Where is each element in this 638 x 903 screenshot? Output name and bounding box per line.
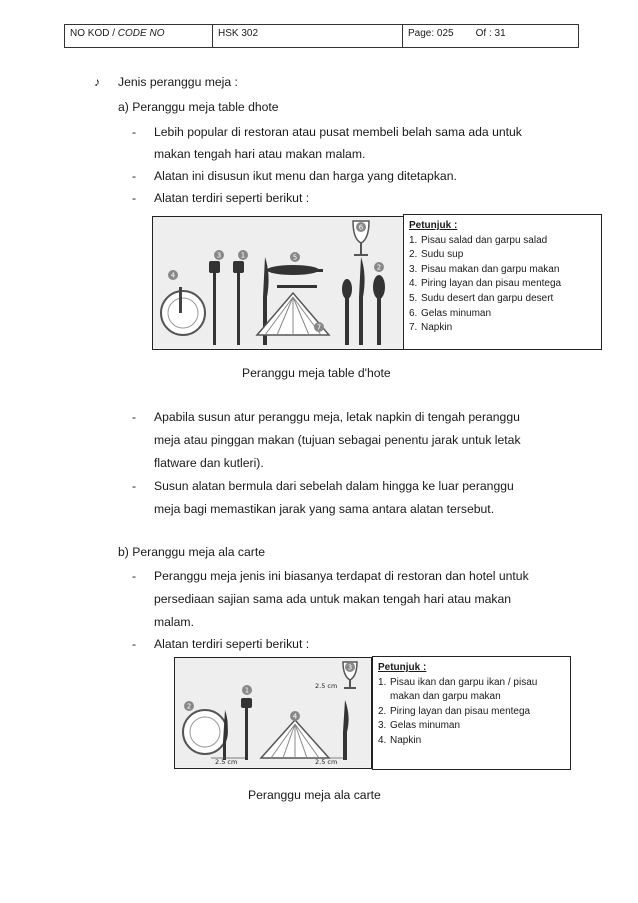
course-code-cell: HSK 302 <box>213 25 403 47</box>
part-b-bullet-1-line-1: Peranggu meja jenis ini biasanya terdapat di restoran dan hotel untuk <box>154 569 529 583</box>
legend-b-item-continuation: makan dan garpu makan <box>390 691 501 703</box>
part-a-after-1-line-3: flatware dan kutleri). <box>154 456 264 470</box>
badge-number-6: 6 <box>358 223 364 232</box>
page-label: Page: 025 <box>408 28 454 39</box>
badge-number-5: 5 <box>292 253 298 262</box>
code-label-en: CODE NO <box>117 28 165 39</box>
legend-a-item: 2. Sudu sup <box>409 249 464 261</box>
figure-b-caption: Peranggu meja ala carte <box>248 788 381 802</box>
dimension-label-right: 2.5 cm <box>315 758 338 766</box>
figure-a-caption: Peranggu meja table d'hote <box>242 366 391 380</box>
legend-b <box>372 656 571 770</box>
bullet-dash: - <box>132 410 137 424</box>
bullet-dash: - <box>132 191 137 205</box>
code-label: NO KOD <box>70 28 110 39</box>
dimension-label-left: 2.5 cm <box>215 758 238 766</box>
part-b-heading: b) Peranggu meja ala carte <box>118 545 266 559</box>
legend-b-item: 2. Piring layan dan pisau mentega <box>378 705 531 717</box>
bullet-dash: - <box>132 637 137 651</box>
bullet-dash: - <box>132 479 137 493</box>
document-header <box>64 24 579 48</box>
dimension-label-top: 2.5 cm <box>315 682 338 690</box>
bullet-dash: - <box>132 169 137 183</box>
legend-a-item: 7. Napkin <box>409 322 453 334</box>
badge-number-2: 2 <box>186 702 192 711</box>
badge-number-4: 4 <box>292 712 298 721</box>
legend-b-item: 4. Napkin <box>378 734 422 746</box>
badge-number-2: 2 <box>376 263 382 272</box>
ala-carte-illustration <box>175 658 370 767</box>
badge-number-7: 7 <box>316 323 322 332</box>
legend-a-item: 3. Pisau makan dan garpu makan <box>409 263 560 275</box>
legend-a-item: 4. Piring layan dan pisau mentega <box>409 278 562 290</box>
badge-number-3: 3 <box>347 663 353 672</box>
part-a-after-2-line-2: meja bagi memastikan jarak yang sama antara alatan tersebut. <box>154 502 495 516</box>
legend-b-title: Petunjuk : <box>378 662 427 673</box>
legend-a-item: 1. Pisau salad dan garpu salad <box>409 234 548 246</box>
part-b-bullet-1-line-2: persediaan sajian sama ada untuk makan tengah hari atau makan <box>154 592 512 606</box>
badge-number-4: 4 <box>170 271 176 280</box>
ala-carte-figure <box>174 657 372 769</box>
badge-number-3: 3 <box>216 251 222 260</box>
section-bullet-icon: ♪ <box>94 75 101 89</box>
bullet-dash: - <box>132 569 137 583</box>
part-a-bullet-2: Alatan ini disusun ikut menu dan harga yang ditetapkan. <box>154 169 457 183</box>
section-title: Jenis peranggu meja : <box>118 75 238 89</box>
part-a-heading: a) Peranggu meja table dhote <box>118 100 279 114</box>
part-a-bullet-1-line-2: makan tengah hari atau makan malam. <box>154 147 366 161</box>
page-total-label: Of : 31 <box>475 28 506 39</box>
part-a-after-2-line-1: Susun alatan bermula dari sebelah dalam hingga ke luar peranggu <box>154 479 514 493</box>
legend-a <box>403 214 602 350</box>
legend-a-title: Petunjuk : <box>409 220 458 231</box>
legend-a-item: 5. Sudu desert dan garpu desert <box>409 292 554 304</box>
bullet-dash: - <box>132 125 137 139</box>
code-no-cell <box>65 25 213 47</box>
part-a-after-1-line-2: meja atau pinggan makan (tujuan sebagai penentu jarak untuk letak <box>154 433 521 447</box>
badge-number-1: 1 <box>240 251 246 260</box>
part-a-bullet-1-line-1: Lebih popular di restoran atau pusat membeli belah sama ada untuk <box>154 125 522 139</box>
legend-b-item: 1. Pisau ikan dan garpu ikan / pisau <box>378 676 538 688</box>
part-a-after-1-line-1: Apabila susun atur peranggu meja, letak napkin di tengah peranggu <box>154 410 520 424</box>
part-b-bullet-2: Alatan terdiri seperti berikut : <box>154 637 310 651</box>
code-separator: / <box>109 28 118 39</box>
badge-number-1: 1 <box>244 686 250 695</box>
table-dhote-figure <box>152 216 404 350</box>
legend-a-item: 6. Gelas minuman <box>409 307 492 319</box>
legend-b-item: 3. Gelas minuman <box>378 720 461 732</box>
part-a-bullet-3: Alatan terdiri seperti berikut : <box>154 191 310 205</box>
part-b-bullet-1-line-3: malam. <box>154 615 194 629</box>
page-number-cell <box>403 25 578 47</box>
table-dhote-illustration <box>153 217 402 348</box>
